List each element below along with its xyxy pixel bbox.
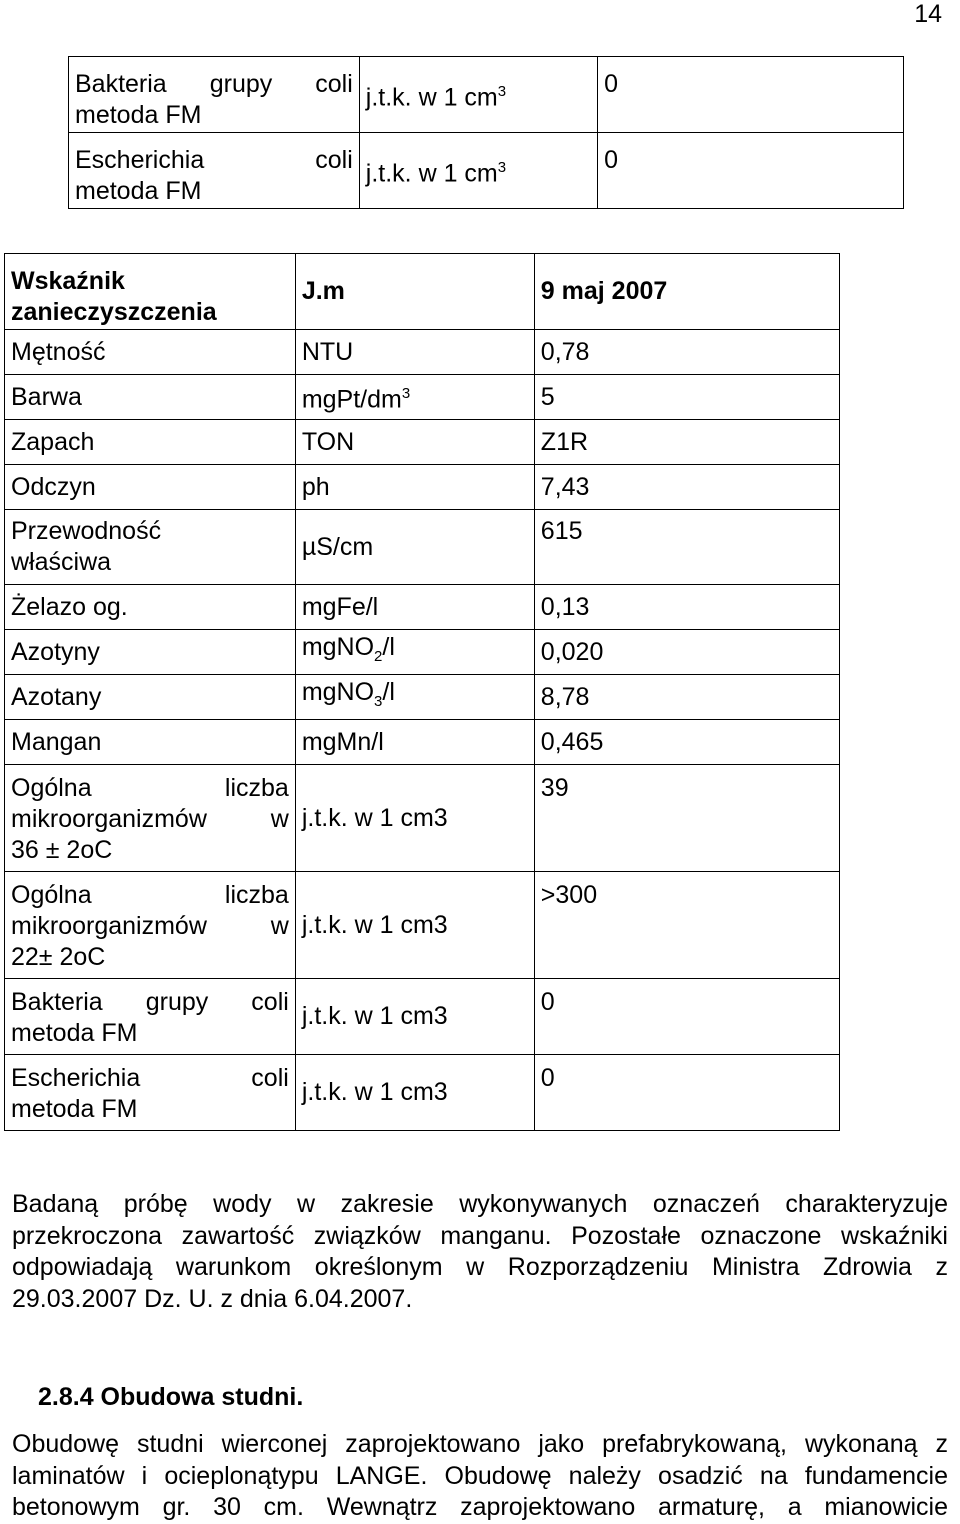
table-row: Escherichia coli metoda FM j.t.k. w 1 cm3 0 [5, 1055, 840, 1131]
section-heading: 2.8.4 Obudowa studni. [38, 1383, 304, 1411]
table-row: Mangan mgMn/l 0,465 [5, 720, 840, 765]
mu-symbol: µ [301, 532, 317, 561]
table-row: Mętność NTU 0,78 [5, 330, 840, 375]
unit-cell: j.t.k. w 1 $cm^3$ [359, 133, 597, 209]
paragraph-summary: Badaną próbę wody w zakresie wykonywanych oznaczeń charakteryzuje przekroczona zawartość związków manganu. Pozostałe oznaczone wskaźniki odpowiadają warunkom określonym w Rozporządzeniu Ministra Zdrowia z 29.03.2007 Dz. U. z dnia 6.04.2007. [12, 1190, 948, 1313]
table-row: Azotany mgNO$_3$/l 8,78 [5, 675, 840, 720]
table-row: Barwa mgPt/$dm^3$ 5 [5, 375, 840, 420]
table-main [4, 253, 840, 1131]
header-unit: J.m [295, 254, 534, 330]
indicator-cell: Escherichia coli metoda FM [69, 133, 360, 209]
table-row: Azotyny mgNO$_2$/l 0,020 [5, 630, 840, 675]
table-row: Przewodność właściwa µS/cm 615 [5, 510, 840, 585]
value-cell: 0 [598, 133, 904, 209]
table-row [69, 133, 904, 209]
table-row: Ogólna liczba mikroorganizmów w 36 ± 2oC j.t.k. w 1 cm3 39 [5, 765, 840, 872]
header-indicator: Wskaźnik zanieczyszczenia [5, 254, 296, 330]
table-row: Odczyn ph 7,43 [5, 465, 840, 510]
table-row: Ogólna liczba mikroorganizmów w 22± 2oC j.t.k. w 1 cm3 >300 [5, 872, 840, 979]
table-row [69, 57, 904, 133]
table-row: Żelazo og. mgFe/l 0,13 [5, 585, 840, 630]
paragraph-obudowa: Obudowę studni wierconej zaprojektowano jako prefabrykowaną, wykonaną z laminatów i ocieplonątypu LANGE. Obudowę należy osadzić na fundamencie betonowym gr. 30 cm. Wewnątrz zaprojektowano armaturę, a mianowicie [12, 1430, 948, 1521]
unit-cell: j.t.k. w 1 $cm^3$ [359, 57, 597, 133]
page-number: 14 [914, 0, 942, 28]
value-cell: 0 [598, 57, 904, 133]
table-row: Bakteria grupy coli metoda FM j.t.k. w 1 cm3 0 [5, 979, 840, 1055]
header-row [5, 254, 840, 330]
indicator-cell: Bakteria grupy coli metoda FM [69, 57, 360, 133]
header-date: 9 maj 2007 [534, 254, 839, 330]
table-top [68, 56, 904, 209]
table-row: Zapach TON Z1R [5, 420, 840, 465]
